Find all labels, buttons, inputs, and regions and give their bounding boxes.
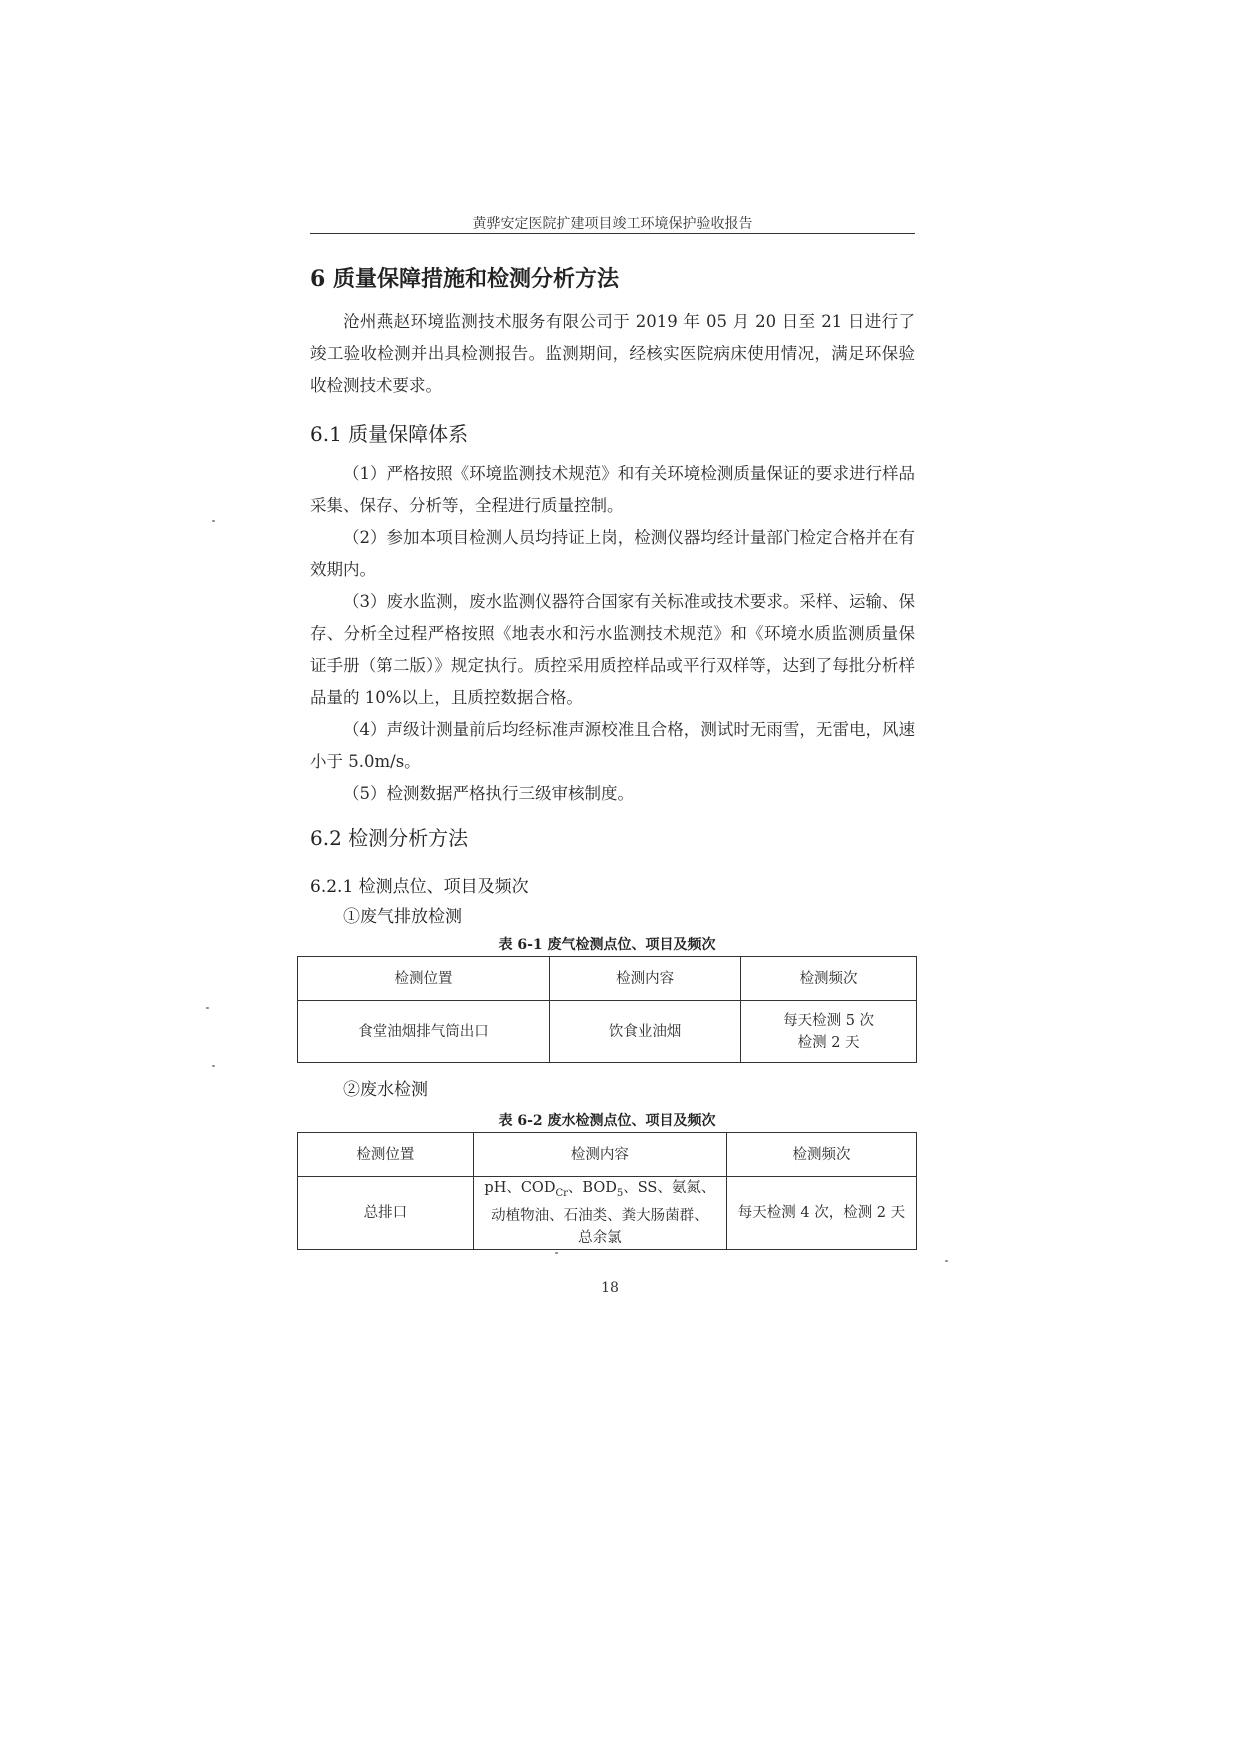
header-rule [310,233,915,234]
qa-item-2: （2）参加本项目检测人员均持证上岗，检测仪器均经计量部门检定合格并在有效期内。 [310,528,915,579]
section-6-2-heading: 6.2 检测分析方法 [310,826,469,850]
scan-speck [206,1007,209,1009]
table-header-cell: 检测频次 [726,1133,916,1177]
scan-speck [945,1260,948,1262]
content-line: 动植物油、石油类、粪大肠菌群、 [491,1207,709,1224]
content-text: 、SS、氨氮、 [623,1180,716,1196]
table-row [298,1001,917,1063]
section-6-2-1-heading: 6.2.1 检测点位、项目及频次 [310,877,529,897]
content-text: pH、COD [484,1180,556,1196]
table-header-row [298,957,917,1001]
content-line: 总余氯 [578,1229,622,1246]
qa-item-4: （4）声级计测量前后均经标准声源校准且合格，测试时无雨雪，无雷电，风速小于 5.0m/s。 [310,720,915,771]
table-6-2-caption: 表 6-2 废水检测点位、项目及频次 [498,1113,716,1129]
frequency-line: 每天检测 5 次 [783,1012,875,1029]
running-header: 黄骅安定医院扩建项目竣工环境保护验收报告 [472,216,753,232]
table-cell-location: 总排口 [298,1177,474,1250]
table-cell-location: 食堂油烟排气筒出口 [298,1001,550,1063]
table-header-cell: 检测位置 [298,957,550,1001]
table-header-cell: 检测频次 [741,957,917,1001]
table-header-cell: 检测位置 [298,1133,474,1177]
qa-item-5: （5）检测数据严格执行三级审核制度。 [343,784,634,803]
section-6-1-heading: 6.1 质量保障体系 [310,422,469,446]
scan-speck [212,1065,215,1067]
qa-item-3: （3）废水监测，废水监测仪器符合国家有关标准或技术要求。采样、运输、保存、分析全过程严格按照《地表水和污水监测技术规范》和《环境水质监测质量保证手册（第二版）》规定执行。质控采用质控样品或平行双样等，达到了每批分析样品量的 10%以上，且质控数据合格。 [310,592,915,707]
table-header-cell: 检测内容 [550,957,741,1001]
table-header-cell: 检测内容 [473,1133,726,1177]
table-6-1 [297,956,917,1063]
section-6-heading: 6 质量保障措施和检测分析方法 [310,266,619,292]
frequency-line: 检测 2 天 [797,1034,860,1051]
table-6-1-caption: 表 6-1 废气检测点位、项目及频次 [498,937,716,953]
table-6-2 [297,1132,917,1250]
content-text: 、BOD [567,1180,617,1196]
qa-item-1: （1）严格按照《环境监测技术规范》和有关环境检测质量保证的要求进行样品采集、保存、分析等，全程进行质量控制。 [310,464,915,515]
scan-speck [212,520,215,522]
wastewater-label: ②废水检测 [343,1080,428,1100]
table-cell-frequency [741,1001,917,1063]
table-cell-frequency: 每天检测 4 次，检测 2 天 [726,1177,916,1250]
table-cell-content: 饮食业油烟 [550,1001,741,1063]
scan-speck [555,1252,558,1254]
gas-emission-label: ①废气排放检测 [343,907,462,927]
table-row [298,1177,917,1250]
page-number: 18 [601,1280,619,1296]
section-6-intro: 沧州燕赵环境监测技术服务有限公司于 2019 年 05 月 20 日至 21 日进行了竣工验收检测并出具检测报告。监测期间，经核实医院病床使用情况，满足环保验收检测技术要求。 [310,312,915,395]
subscript: 5 [616,1187,624,1199]
content-line [480,1177,720,1205]
table-header-row [298,1133,917,1177]
subscript: Cr [555,1187,568,1199]
table-cell-content [473,1177,726,1250]
